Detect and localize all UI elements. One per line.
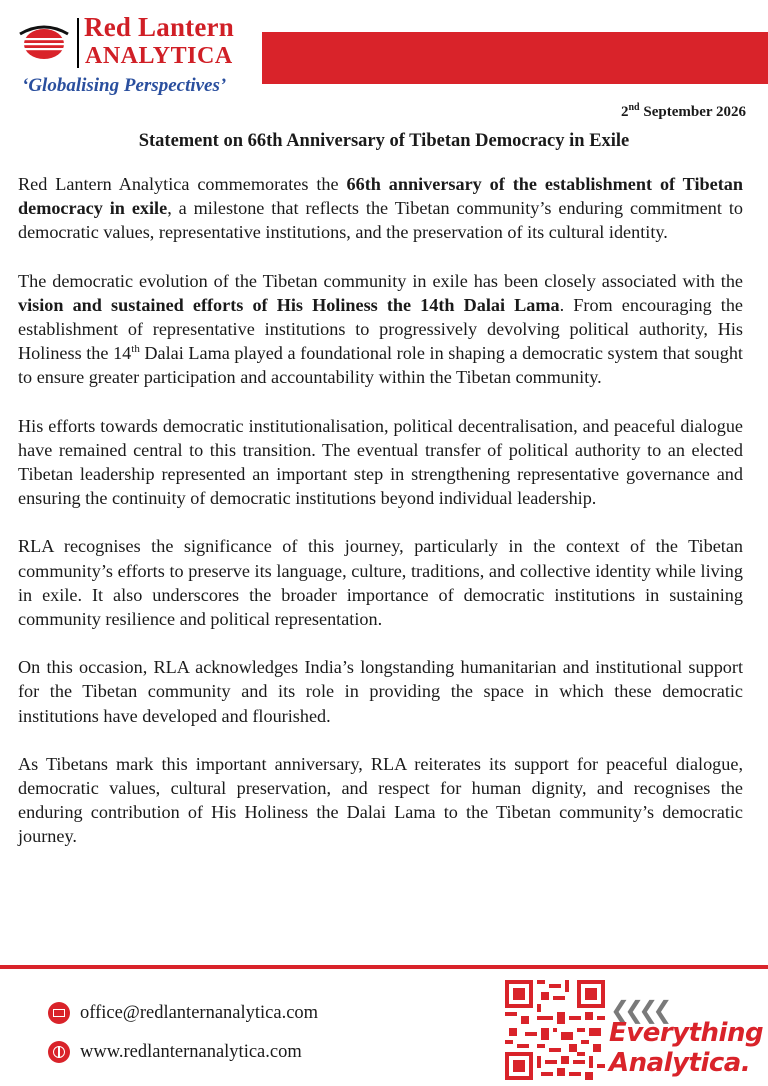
paragraph-5: On this occasion, RLA acknowledges India’s longstanding humanitarian and institutional support for the Tibetan community and its role in providing the space in which these democratic institutions have developed and flourished. [18, 657, 743, 726]
paragraph-1: Red Lantern Analytica commemorates the 66th anniversary of the establishment of Tibetan democracy in exile, a milestone that reflects the Tibetan community’s enduring commitment to democratic values, representative institutions, and the preservation of its cultural identity. [18, 174, 743, 243]
logo-divider [77, 18, 79, 68]
paragraph-2: The democratic evolution of the Tibetan community in exile has been closely associated with the vision and sustained efforts of His Holiness the 14th Dalai Lama. From encouraging the establishment of representative institutions to progressively devolving political authority, His Holiness the 14th Dalai Lama played a foundational role in shaping a democratic system that sought to ensure greater participation and accountability within the Tibetan community. [18, 270, 743, 388]
slogan-line-1: Everything [609, 1018, 764, 1048]
contact-website[interactable] [48, 1041, 302, 1063]
brand-subname: ANALYTICA [85, 43, 233, 69]
slogan-line-2: Analytica. [609, 1048, 751, 1078]
tagline: ‘Globalising Perspectives’ [22, 75, 227, 96]
paragraph-4: RLA recognises the significance of this journey, particularly in the context of the Tibetan community’s efforts to preserve its language, culture, traditions, and collective identity while living in exile. It also underscores the broader importance of democratic institutions in sustaining community resilience and political representation. [18, 536, 743, 630]
footer-divider [0, 965, 768, 969]
brand-name: Red Lantern [84, 12, 234, 42]
statement-title: Statement on 66th Anniversary of Tibetan Democracy in Exile [138, 131, 630, 151]
header-red-band [262, 32, 768, 84]
website-text[interactable]: www.redlanternanalytica.com [80, 1041, 302, 1062]
statement-date: 2nd September 2026 [620, 102, 746, 120]
qr-code-icon[interactable] [505, 980, 605, 1080]
statement-body [18, 172, 743, 873]
chevrons-icon: ❮❮❮❮ [610, 996, 667, 1024]
lantern-logo-icon [18, 22, 70, 62]
paragraph-3: His efforts towards democratic institutionalisation, political decentralisation, and peaceful dialogue have remained central to this transition. The eventual transfer of political authority to an elected Tibetan leadership represented an important step in strengthening representative governance and ensuring the continuity of democratic institutions beyond individual leadership. [18, 415, 743, 509]
email-text[interactable]: office@redlanternanalytica.com [80, 1002, 319, 1023]
envelope-icon [48, 1002, 70, 1024]
globe-icon [48, 1041, 70, 1063]
paragraph-6: As Tibetans mark this important anniversary, RLA reiterates its support for peaceful dialogue, democratic values, cultural preservation, and respect for human dignity, and recognises the enduring contribution of His Holiness the Dalai Lama to the Tibetan community’s democratic journey. [18, 753, 743, 847]
contact-email[interactable] [48, 1002, 318, 1024]
